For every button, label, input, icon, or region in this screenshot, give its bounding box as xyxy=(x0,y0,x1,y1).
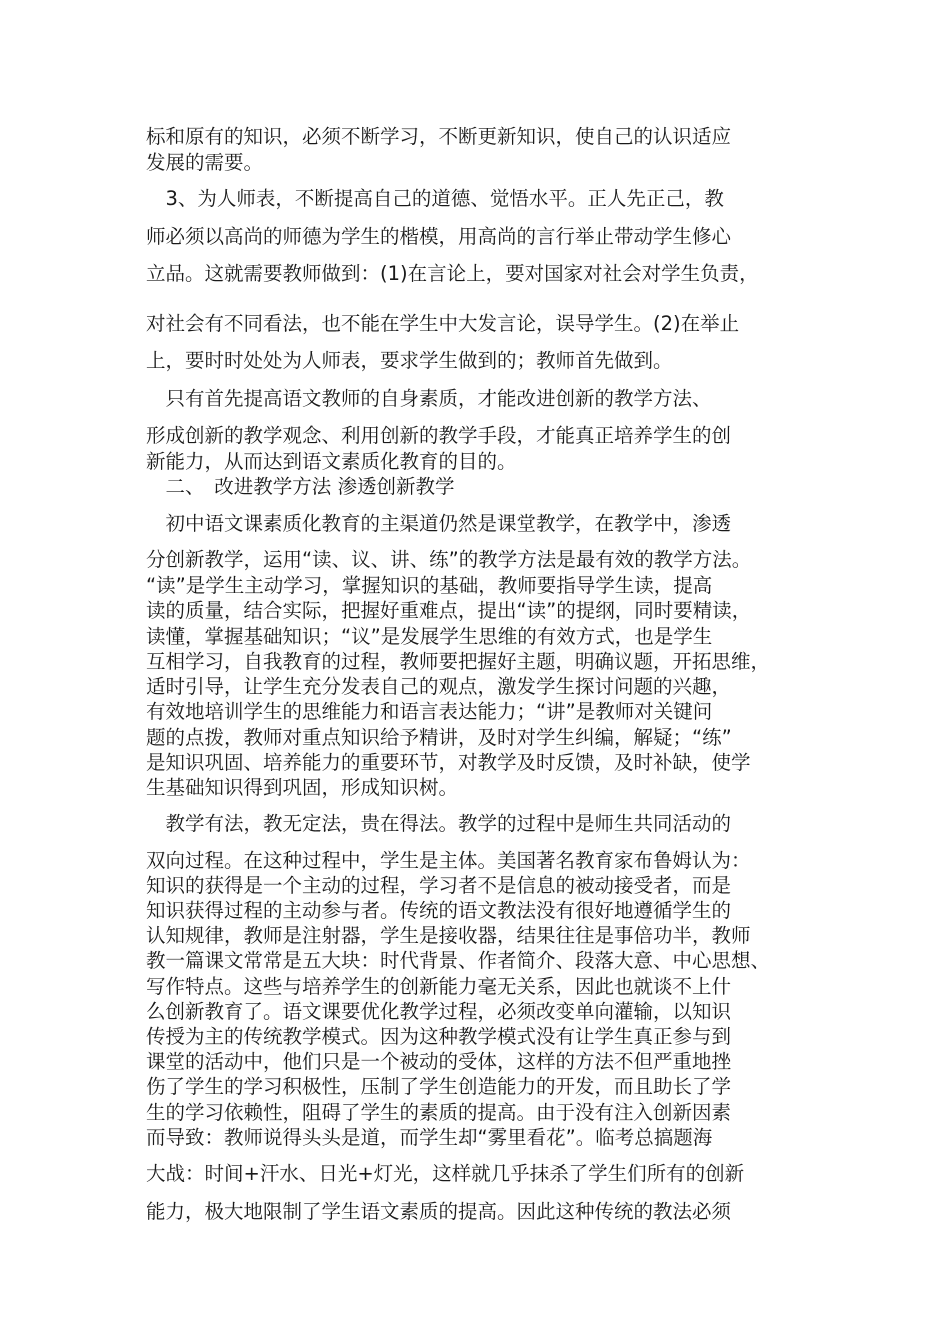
text-line: 能力，极大地限制了学生语文素质的提高。因此这种传统的教法必须 xyxy=(146,1200,732,1223)
text-line: 形成创新的教学观念、利用创新的教学手段，才能真正培养学生的创 xyxy=(146,424,732,447)
text-line: 么创新教育了。语文课要优化教学过程，必须改变单向灌输，以知识 xyxy=(146,1000,732,1023)
text-line: 认知规律，教师是注射器，学生是接收器，结果往往是事倍功半，教师 xyxy=(146,924,751,947)
text-line: 传授为主的传统教学模式。因为这种教学模式没有让学生真正参与到 xyxy=(146,1025,732,1048)
text-line: 师必须以高尚的师德为学生的楷模，用高尚的言行举止带动学生修心 xyxy=(146,225,732,248)
section-heading: 二、 改进教学方法 渗透创新教学 xyxy=(146,475,455,498)
text-line: 读懂，掌握基础知识；“议”是发展学生思维的有效方式，也是学生 xyxy=(146,625,713,648)
text-line: 上，要时时处处为人师表，要求学生做到的；教师首先做到。 xyxy=(146,349,673,372)
text-line: 分创新教学，运用“读、议、讲、练”的教学方法是最有效的教学方法。 xyxy=(146,548,752,571)
text-line: “读”是学生主动学习，掌握知识的基础，教师要指导学生读，提高 xyxy=(146,574,713,597)
text-line: 双向过程。在这种过程中，学生是主体。美国著名教育家布鲁姆认为： xyxy=(146,849,751,872)
text-line: 题的点拨，教师对重点知识给予精讲，及时对学生纠编，解疑；“练” xyxy=(146,726,732,749)
text-line: 互相学习，自我教育的过程，教师要把握好主题，明确议题，开拓思维， xyxy=(146,650,771,673)
text-line: 读的质量，结合实际，把握好重难点，提出“读”的提纲，同时要精读， xyxy=(146,599,752,622)
text-line: 只有首先提高语文教师的自身素质，才能改进创新的教学方法、 xyxy=(146,387,712,410)
text-line: 写作特点。这些与培养学生的创新能力毫无关系，因此也就谈不上什 xyxy=(146,975,732,998)
text-line: 生基础知识得到巩固，形成知识树。 xyxy=(146,776,459,799)
text-line: 教一篇课文常常是五大块：时代背景、作者简介、段落大意、中心思想、 xyxy=(146,949,771,972)
text-line: 立品。这就需要教师做到：(1)在言论上，要对国家对社会对学生负责， xyxy=(146,262,759,285)
text-line: 标和原有的知识，必须不断学习，不断更新知识，使自己的认识适应 xyxy=(146,125,732,148)
text-line: 有效地培训学生的思维能力和语言表达能力；“讲”是教师对关键问 xyxy=(146,700,713,723)
text-line: 是知识巩固、培养能力的重要环节，对教学及时反馈，及时补缺，使学 xyxy=(146,751,751,774)
text-line: 课堂的活动中，他们只是一个被动的受体，这样的方法不但严重地挫 xyxy=(146,1050,732,1073)
text-line: 伤了学生的学习积极性，压制了学生创造能力的开发，而且助长了学 xyxy=(146,1075,732,1098)
text-line: 新能力，从而达到语文素质化教育的目的。 xyxy=(146,450,517,473)
text-line: 大战：时间+汗水、日光+灯光，这样就几乎抹杀了学生们所有的创新 xyxy=(146,1162,745,1185)
text-line: 而导致：教师说得头头是道，而学生却“雾里看花”。临考总搞题海 xyxy=(146,1126,713,1149)
text-line: 对社会有不同看法，也不能在学生中大发言论，误导学生。(2)在举止 xyxy=(146,312,740,335)
text-line: 知识获得过程的主动参与者。传统的语文教法没有很好地遵循学生的 xyxy=(146,899,732,922)
text-line: 知识的获得是一个主动的过程，学习者不是信息的被动接受者，而是 xyxy=(146,874,732,897)
text-line: 3、为人师表，不断提高自己的道德、觉悟水平。正人先正己，教 xyxy=(146,187,724,210)
text-line: 教学有法，教无定法，贵在得法。教学的过程中是师生共同活动的 xyxy=(146,812,732,835)
text-line: 初中语文课素质化教育的主渠道仍然是课堂教学，在教学中，渗透 xyxy=(146,512,732,535)
text-line: 发展的需要。 xyxy=(146,151,264,174)
text-line: 生的学习依赖性，阻碍了学生的素质的提高。由于没有注入创新因素 xyxy=(146,1101,732,1124)
text-line: 适时引导，让学生充分发表自己的观点，激发学生探讨问题的兴趣， xyxy=(146,675,732,698)
